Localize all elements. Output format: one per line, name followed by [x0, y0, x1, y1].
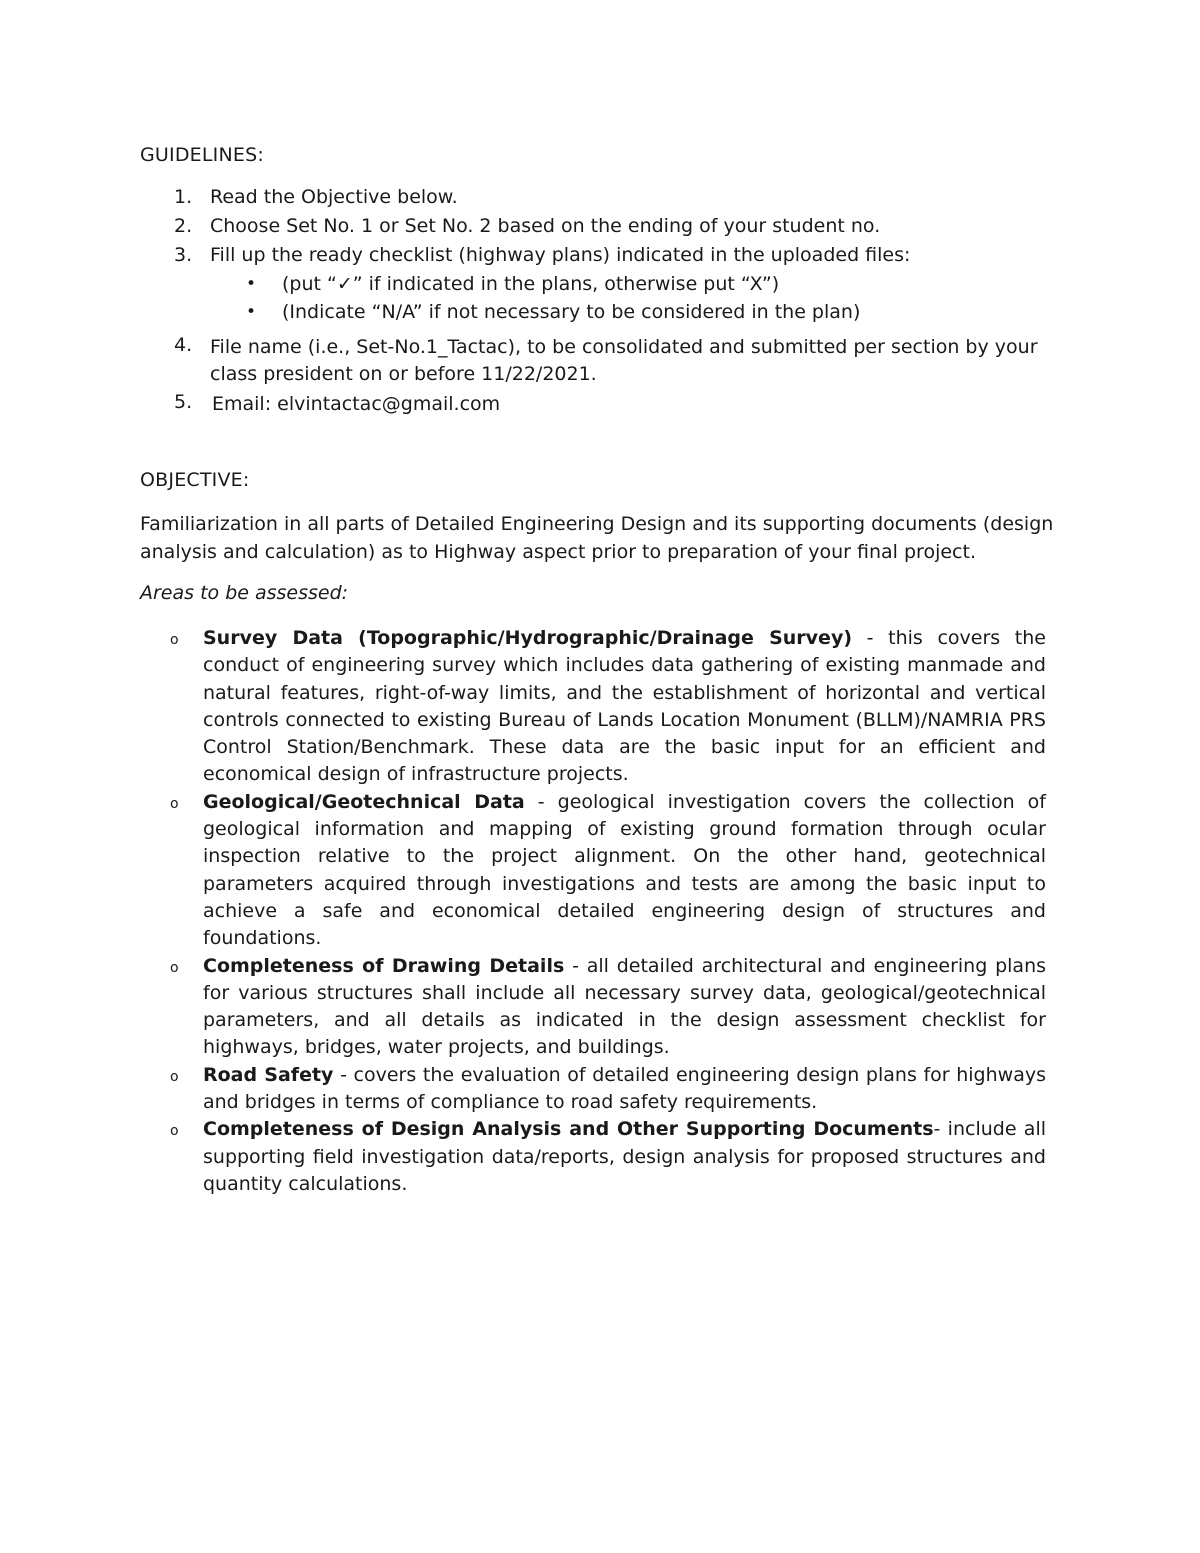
subitem-text: (put “✓” if indicated in the plans, otherwise put “X”) [282, 273, 780, 295]
item-number: 5. [174, 391, 193, 413]
area-text: - covers the evaluation of detailed engineering design plans for highways and bridges in terms of compliance to road safety requirements. [203, 1063, 1046, 1114]
item-text: Choose Set No. 1 or Set No. 2 based on the ending of your student no. [210, 215, 881, 237]
area-text: - this covers the conduct of engineering survey which includes data gathering of existing manmade and natural features, right-of-way limits, and the establishment of horizontal and vertical controls connected to existing Bureau of Lands Location Monument (BLLM)/NAMRIA PRS Control Station/Benchmark. These data are the basic input for an efficient and economical design of infrastructure projects. [203, 627, 1046, 786]
item-number: 3. [174, 244, 193, 266]
item-text: Read the Objective below. [210, 186, 458, 208]
area-title: Completeness of Design Analysis and Other Supporting Documents [203, 1118, 934, 1141]
objective-heading: OBJECTIVE: [140, 469, 250, 491]
area-text: - all detailed architectural and engineering plans for various structures shall include all necessary survey data, geological/geotechnical parameters, and all details as indicated in the design assessment checklist for highways, bridges, water projects, and buildings. [203, 954, 1047, 1059]
circle-bullet-icon: o [170, 795, 179, 812]
bullet-icon: • [246, 274, 257, 294]
circle-bullet-icon: o [170, 1068, 179, 1085]
area-text: - include all supporting field investigation data/reports, design analysis for proposed structures and quantity calculations. [203, 1118, 1047, 1195]
area-item-drawing-details [166, 953, 1046, 1062]
circle-bullet-icon: o [170, 959, 179, 976]
item-text: File name (i.e., Set-No.1_Tactac), to be consolidated and submitted per section by your class president on or before 11/22/2021. [210, 336, 1038, 385]
objective-paragraph: Familiarization in all parts of Detailed Engineering Design and its supporting documents (design analysis and calculation) as to Highway aspect prior to preparation of your final project. [140, 513, 1054, 563]
subitem-text: (Indicate “N/A” if not necessary to be considered in the plan) [282, 301, 861, 323]
area-title: Survey Data (Topographic/Hydrographic/Drainage Survey) [203, 627, 853, 649]
guidelines-heading: GUIDELINES: [140, 144, 264, 166]
item-text: Email: elvintactac@gmail.com [212, 393, 501, 415]
areas-label: Areas to be assessed: [140, 582, 349, 604]
area-item-geological-data [166, 789, 1046, 953]
item-number: 4. [174, 334, 193, 356]
item-number: 1. [174, 186, 193, 208]
bullet-icon: • [246, 302, 257, 322]
area-item-survey-data [166, 625, 1046, 789]
areas-list [166, 625, 1046, 1198]
area-text: - geological investigation covers the collection of geological information and mapping of existing ground formation through ocular inspection relative to the project alignment. On the other hand, geotechnical parameters acquired through investigations and tests are among the basic input to achieve a safe and economical detailed engineering design of structures and foundations. [203, 790, 1047, 950]
area-title: Geological/Geotechnical Data [203, 790, 525, 813]
item-number: 2. [174, 215, 193, 237]
circle-bullet-icon: o [170, 1123, 179, 1140]
area-item-design-analysis [166, 1116, 1046, 1198]
area-title: Completeness of Drawing Details [203, 954, 565, 977]
circle-bullet-icon: o [170, 632, 179, 648]
item-text: Fill up the ready checklist (highway plans) indicated in the uploaded files: [210, 244, 911, 266]
area-title: Road Safety [203, 1063, 334, 1086]
area-item-road-safety [166, 1062, 1046, 1117]
